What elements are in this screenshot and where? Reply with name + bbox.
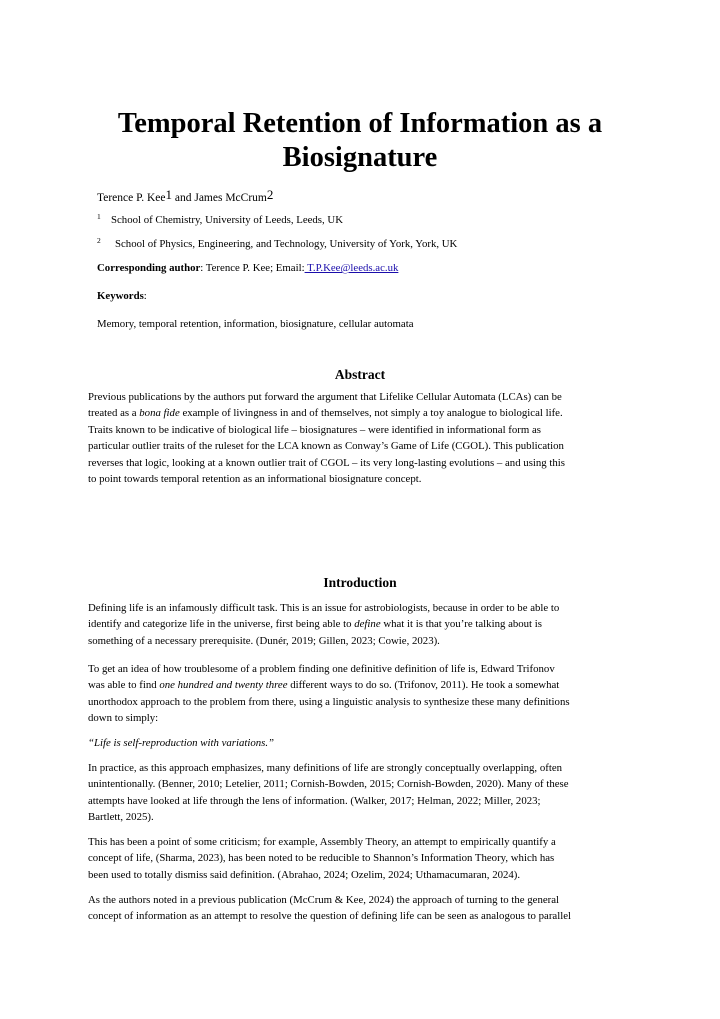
text-line: Bartlett, 2025).	[88, 811, 154, 824]
affiliation-2	[97, 238, 457, 250]
text-line: been used to totally dismiss said definition. (Abrahao, 2024; Ozelim, 2024; Uthamacumaran, 2024).	[88, 868, 521, 881]
intro-paragraph-3	[88, 760, 636, 826]
title-line-1: Temporal Retention of Information as a	[117, 108, 603, 139]
affiliation-number: 1	[97, 212, 101, 221]
affiliation-number: 2	[97, 236, 101, 245]
text-line: treated as a bona fide example of livingness in and of themselves, not simply a toy analogue to biological life.	[88, 407, 563, 420]
text-line: reverses that logic, looking at a known outlier trait of CGOL – its very long-lasting evolutions – and using this	[88, 456, 565, 469]
text-line: something of a necessary prerequisite. (Dunér, 2019; Gillen, 2023; Cowie, 2023).	[88, 634, 440, 647]
text-line: to point towards temporal retention as an informational biosignature concept.	[88, 473, 422, 486]
text-line: As the authors noted in a previous publication (McCrum & Kee, 2024) the approach of turning to the general	[88, 894, 560, 906]
text-line: This has been a point of some criticism; for example, Assembly Theory, an attempt to empirically quantify a	[88, 836, 556, 848]
intro-paragraph-4	[88, 834, 636, 883]
keywords-label-text: Keywords	[97, 290, 144, 302]
corresponding-author	[97, 262, 398, 274]
affiliation-text: School of Chemistry, University of Leeds, Leeds, UK	[111, 214, 343, 226]
text-line: unorthodox approach to the problem from there, using a linguistic analysis to synthesize these many definitions	[88, 695, 570, 708]
affiliation-1	[97, 214, 343, 226]
text-line: To get an idea of how troublesome of a problem finding one definitive definition of life is, Edward Trifonov	[88, 663, 555, 675]
keywords-colon: :	[143, 290, 147, 302]
intro-paragraph-2	[88, 661, 636, 727]
author-affiliation-marker: 1	[165, 187, 172, 202]
author-name: Terence P. Kee	[97, 192, 166, 204]
text-line: was able to find one hundred and twenty three different ways to do so. (Trifonov, 2011). He took a somewhat	[88, 679, 560, 692]
text-line: concept of life, (Sharma, 2023), has been noted to be reducible to Shannon’s Information Theory, which has	[88, 852, 555, 865]
text-line: Traits known to be indicative of biological life – biosignatures – were identified in informational form as	[88, 423, 541, 436]
text-line: unintentionally. (Benner, 2010; Letelier, 2011; Cornish-Bowden, 2015; Cornish-Bowden, 2020). Many of these	[88, 778, 569, 791]
affiliation-text: School of Physics, Engineering, and Technology, University of York, York, UK	[115, 238, 458, 250]
text-line: In practice, as this approach emphasizes, many definitions of life are strongly conceptually overlapping, often	[88, 762, 563, 774]
emphasis-text: define	[354, 618, 381, 631]
intro-paragraph-1	[88, 600, 636, 649]
author-list	[97, 187, 273, 204]
author-affiliation-marker: 2	[266, 187, 274, 202]
corresponding-author-label: Corresponding author	[97, 262, 201, 274]
corresponding-author-text: : Terence P. Kee; Email:	[200, 262, 305, 274]
text-line: concept of information as an attempt to resolve the question of defining life can be seen as analogous to parallel	[88, 910, 572, 923]
intro-paragraph-5	[88, 892, 636, 925]
emphasis-text: bona fide	[139, 407, 180, 420]
author-conjunction: and	[171, 192, 195, 204]
email-link[interactable]: T.P.Kee@leeds.ac.uk	[304, 262, 399, 274]
title-line-2: Biosignature	[282, 142, 438, 173]
text-line: Previous publications by the authors put forward the argument that Lifelike Cellular Automata (LCAs) can be	[88, 391, 562, 403]
text-line: Defining life is an infamously difficult task. This is an issue for astrobiologists, because in order to be able to	[88, 602, 560, 614]
intro-quote: “Life is self-reproduction with variations.”	[88, 737, 275, 749]
text-line: down to simply:	[88, 712, 159, 725]
text-line: attempts have looked at life through the lens of information. (Walker, 2017; Helman, 2022; Miller, 2023;	[88, 794, 541, 807]
text-line: identify and categorize life in the universe, first being able to define what it is that you’re talking about is	[88, 618, 542, 631]
paper-title	[60, 107, 660, 175]
abstract-paragraph	[88, 389, 636, 487]
author-name: James McCrum	[194, 192, 267, 204]
introduction-heading: Introduction	[323, 575, 397, 590]
abstract-heading: Abstract	[334, 367, 386, 382]
text-line: particular outlier traits of the ruleset for the LCA known as Conway’s Game of Life (CGOL). This publication	[88, 440, 564, 453]
keywords-label	[97, 290, 147, 302]
emphasis-text: one hundred and twenty three	[159, 679, 288, 692]
keywords-list: Memory, temporal retention, information, biosignature, cellular automata	[97, 318, 414, 330]
